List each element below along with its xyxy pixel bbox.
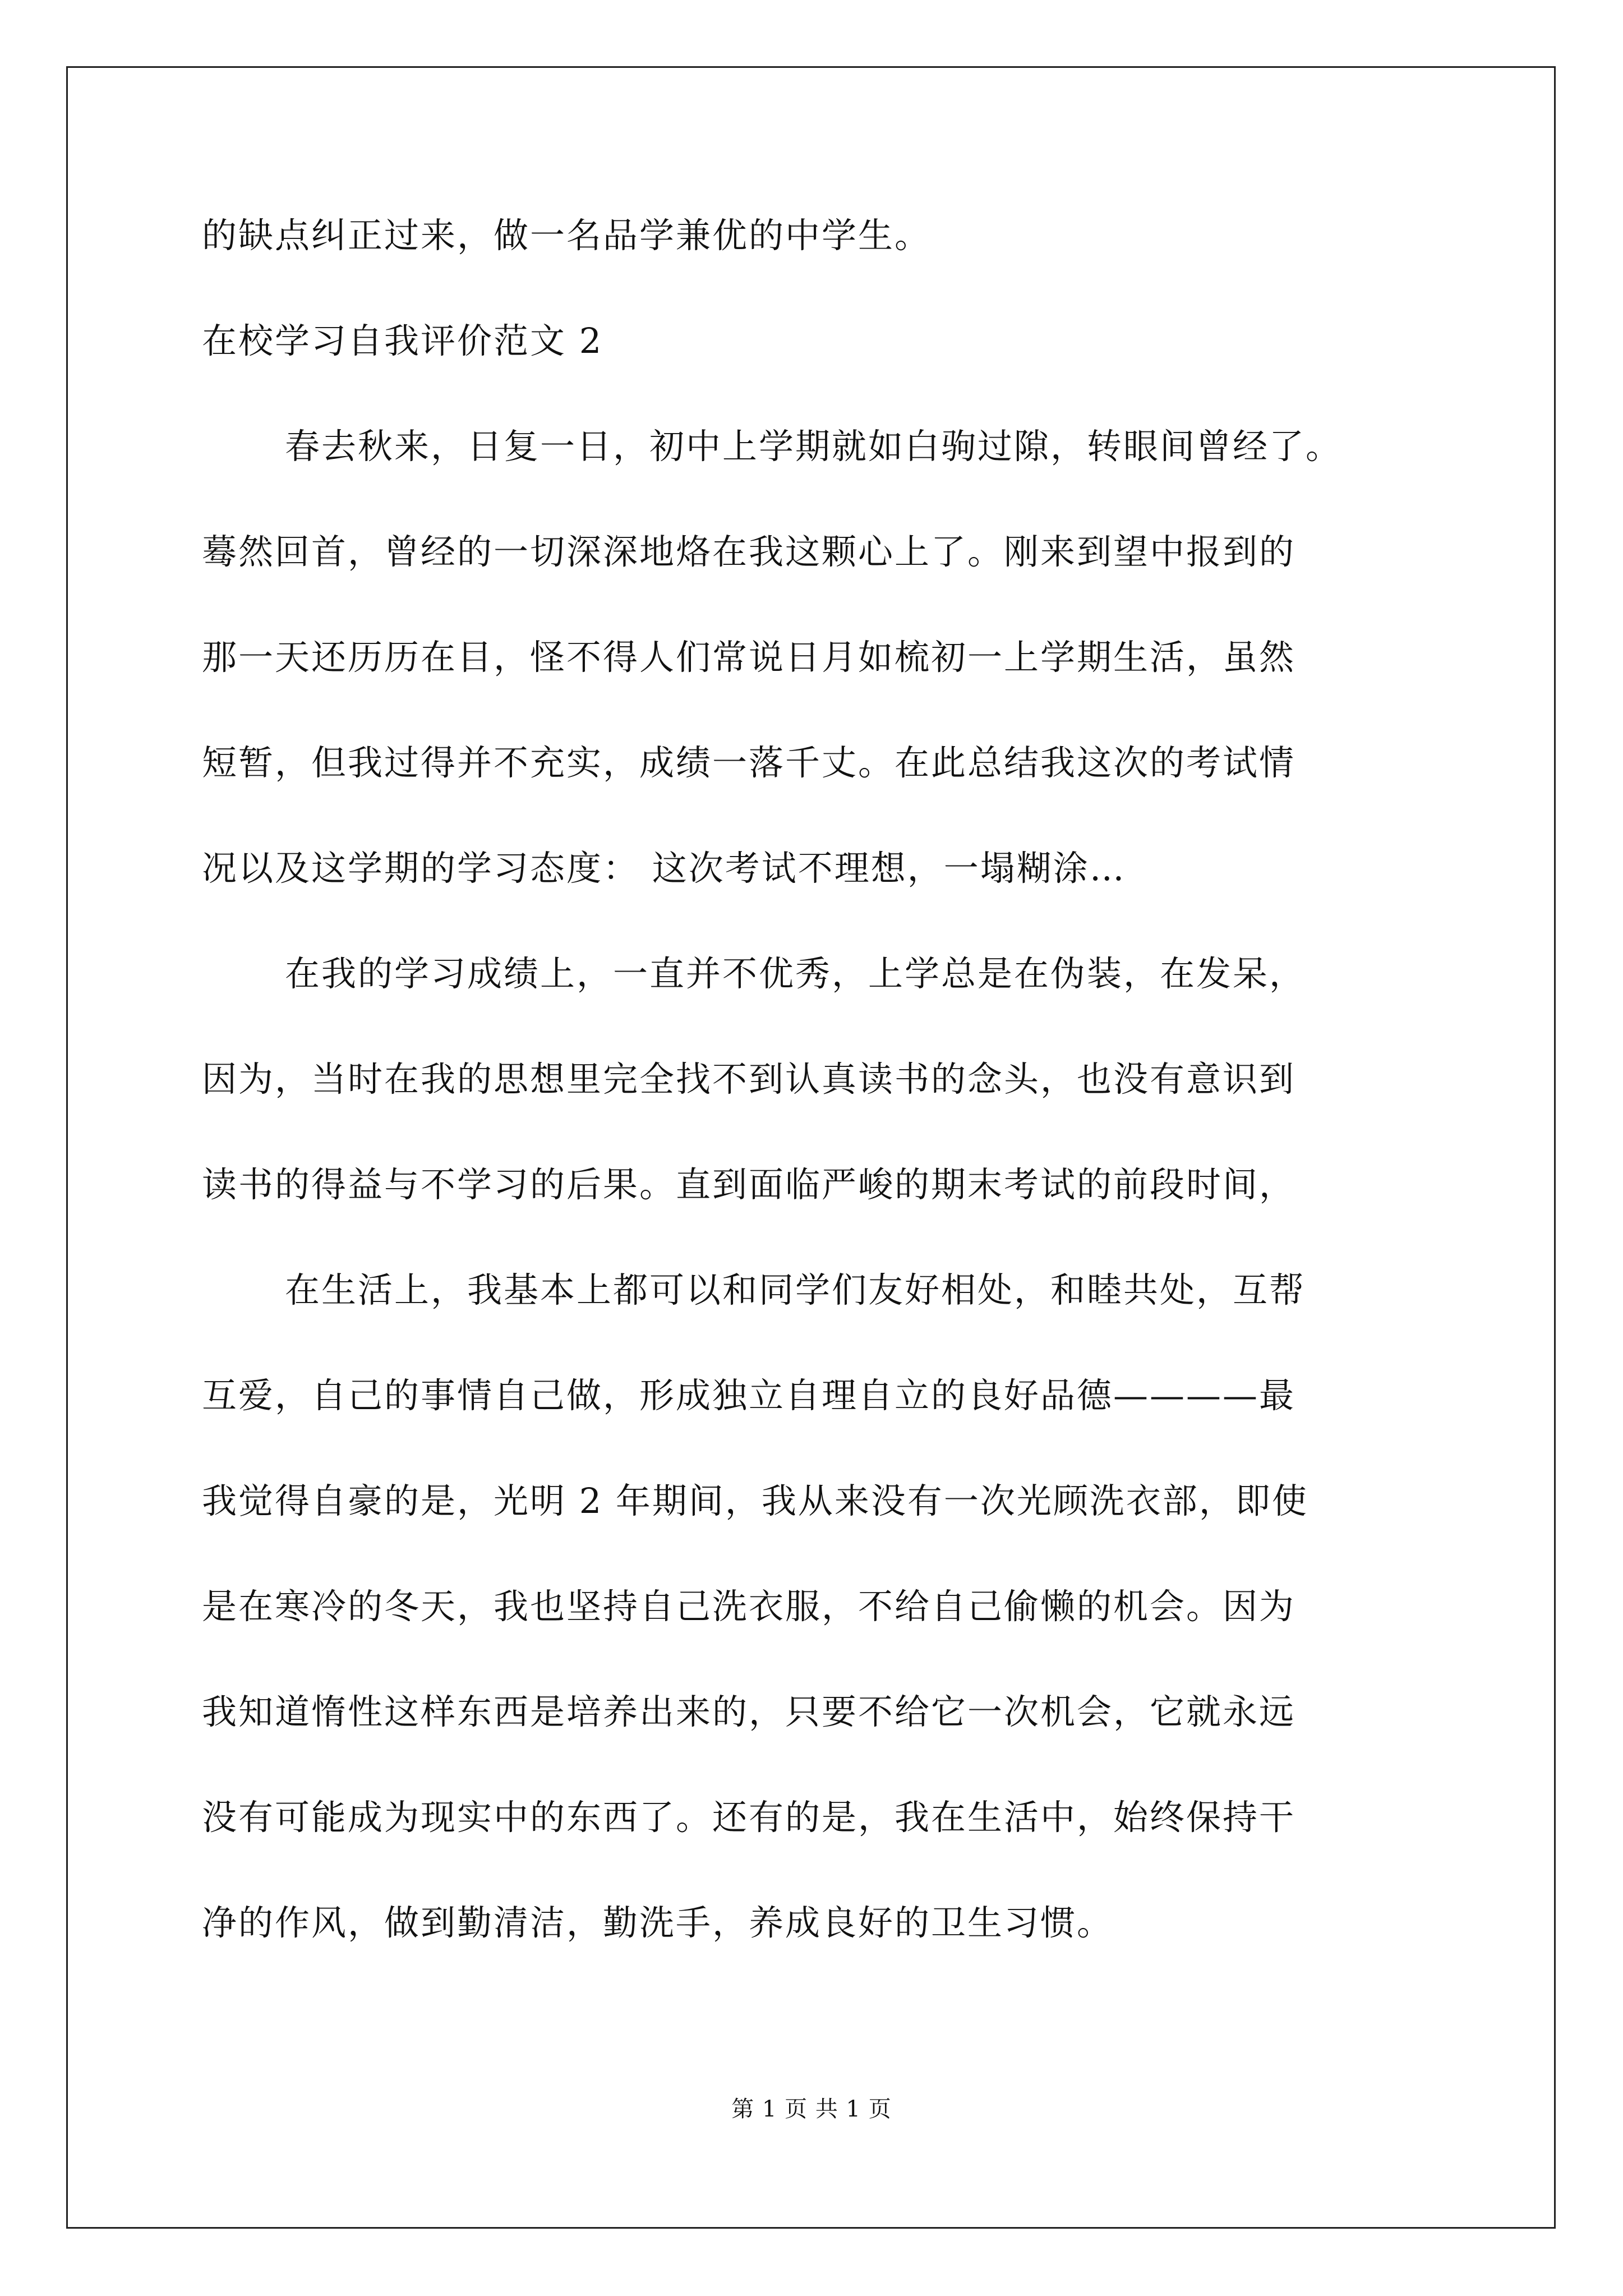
paragraph-first-line: 在生活上，我基本上都可以和同学们友好相处，和睦共处，互帮	[285, 1269, 1306, 1310]
text-line: 蓦然回首，曾经的一切深深地烙在我这颗心上了。刚来到望中报到的	[202, 531, 1296, 572]
section-heading: 在校学习自我评价范文 2	[202, 320, 603, 361]
text-line: 因为，当时在我的思想里完全找不到认真读书的念头，也没有意识到	[202, 1059, 1296, 1099]
paragraph-first-line: 春去秋来，日复一日，初中上学期就如白驹过隙，转眼间曾经了。	[285, 426, 1343, 467]
paragraph-first-line: 在我的学习成绩上，一直并不优秀，上学总是在伪装，在发呆，	[285, 953, 1306, 994]
text-line: 是在寒冷的冬天，我也坚持自己洗衣服，不给自己偷懒的机会。因为	[202, 1586, 1296, 1627]
text-line: 我觉得自豪的是，光明 2 年期间，我从来没有一次光顾洗衣部，即使	[202, 1480, 1308, 1521]
text-line: 的缺点纠正过来，做一名品学兼优的中学生。	[202, 215, 932, 256]
text-line: 没有可能成为现实中的东西了。还有的是，我在生活中，始终保持干	[202, 1797, 1296, 1838]
text-line: 短暂，但我过得并不充实，成绩一落千丈。在此总结我这次的考试情	[202, 742, 1296, 783]
text-line: 读书的得益与不学习的后果。直到面临严峻的期末考试的前段时间，	[202, 1164, 1296, 1205]
text-line: 净的作风，做到勤清洁，勤洗手，养成良好的卫生习惯。	[202, 1902, 1114, 1943]
page-number-footer: 第 1 页 共 1 页	[731, 2096, 892, 2122]
text-line: 互爱，自己的事情自己做，形成独立自理自立的良好品德————最	[202, 1375, 1296, 1416]
text-line: 我知道惰性这样东西是培养出来的，只要不给它一次机会，它就永远	[202, 1691, 1296, 1732]
text-line: 况以及这学期的学习态度： 这次考试不理想，一塌糊涂…	[202, 848, 1126, 889]
text-line: 那一天还历历在目，怪不得人们常说日月如梳初一上学期生活，虽然	[202, 637, 1296, 678]
